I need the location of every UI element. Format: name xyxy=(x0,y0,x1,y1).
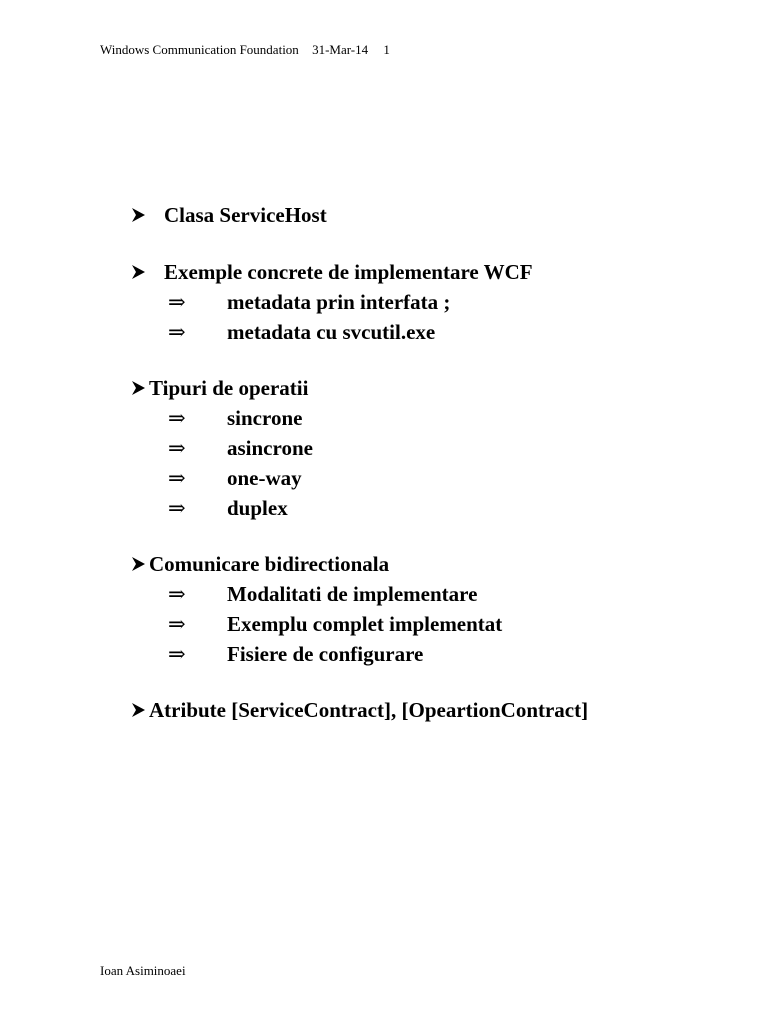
topic-title: Tipuri de operatii xyxy=(149,376,309,400)
topic-title: Clasa ServiceHost xyxy=(164,203,327,227)
arrowhead-bullet-icon xyxy=(130,380,146,396)
page-header xyxy=(100,42,390,58)
list-item xyxy=(168,433,730,463)
implies-arrow-icon: ⇒ xyxy=(168,612,186,636)
outline-content xyxy=(130,200,730,725)
arrowhead-bullet-icon xyxy=(130,207,146,223)
topic-title: Exemple concrete de implementare WCF xyxy=(164,260,533,284)
list-item-text: Exemplu complet implementat xyxy=(227,612,503,636)
list-item-text: one-way xyxy=(227,466,302,490)
header-page-number: 1 xyxy=(383,42,390,57)
list-item xyxy=(168,493,730,523)
topic-tipuri-de-operatii xyxy=(130,373,730,523)
implies-arrow-icon: ⇒ xyxy=(168,582,186,606)
list-item-text: asincrone xyxy=(227,436,313,460)
implies-arrow-icon: ⇒ xyxy=(168,406,186,430)
arrowhead-bullet-icon xyxy=(130,556,146,572)
topic-clasa-servicehost xyxy=(130,200,730,230)
list-item xyxy=(168,317,730,347)
list-item xyxy=(168,579,730,609)
list-item-text: metadata cu svcutil.exe xyxy=(227,320,436,344)
topic-comunicare-bidirectionala xyxy=(130,549,730,669)
list-item-text: metadata prin interfata ; xyxy=(227,290,451,314)
arrowhead-bullet-icon xyxy=(130,264,146,280)
implies-arrow-icon: ⇒ xyxy=(168,496,186,520)
topic-exemple-concrete xyxy=(130,257,730,347)
list-item-text: duplex xyxy=(227,496,288,520)
topic-title: Comunicare bidirectionala xyxy=(149,552,390,576)
list-item xyxy=(168,609,730,639)
list-item xyxy=(168,403,730,433)
implies-arrow-icon: ⇒ xyxy=(168,642,186,666)
topic-title: Atribute [ServiceContract], [OpeartionContract] xyxy=(149,698,589,722)
implies-arrow-icon: ⇒ xyxy=(168,466,186,490)
header-title: Windows Communication Foundation xyxy=(100,42,299,57)
topic-atribute xyxy=(130,695,730,725)
list-item-text: sincrone xyxy=(227,406,303,430)
list-item xyxy=(168,463,730,493)
list-item xyxy=(168,639,730,669)
implies-arrow-icon: ⇒ xyxy=(168,290,186,314)
footer-author: Ioan Asiminoaei xyxy=(100,963,186,978)
list-item-text: Modalitati de implementare xyxy=(227,582,478,606)
list-item xyxy=(168,287,730,317)
arrowhead-bullet-icon xyxy=(130,702,146,718)
implies-arrow-icon: ⇒ xyxy=(168,320,186,344)
implies-arrow-icon: ⇒ xyxy=(168,436,186,460)
header-date: 31-Mar-14 xyxy=(312,42,369,57)
list-item-text: Fisiere de configurare xyxy=(227,642,424,666)
page-footer xyxy=(100,963,186,979)
